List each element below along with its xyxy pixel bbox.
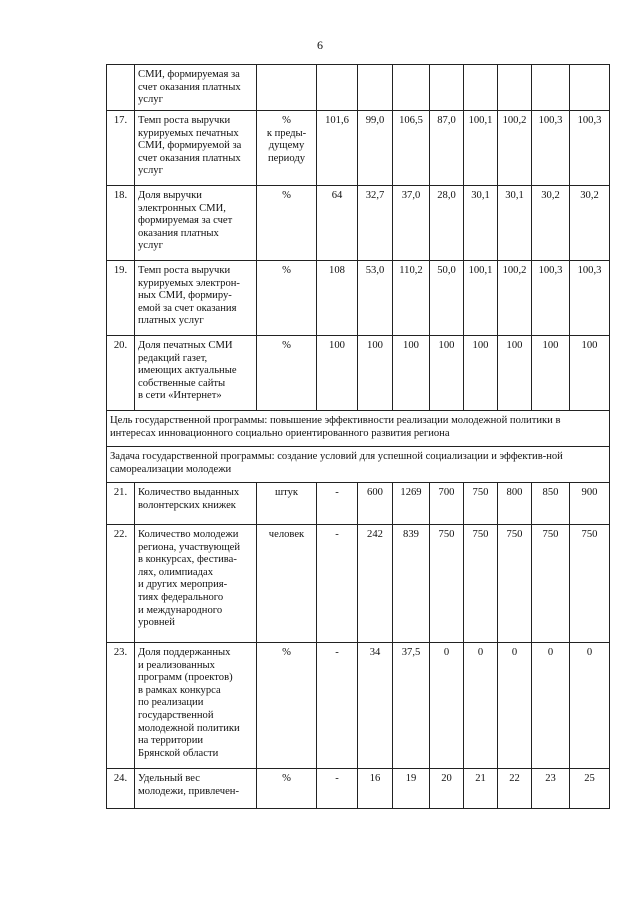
value-cell: 600 xyxy=(358,483,393,525)
value-cell: 700 xyxy=(430,483,464,525)
indicator-name: Количество молодежи региона, участвующей в конкурсах, фестива- лях, олимпиадах и других мероприя- тиях федерального и международного уровней xyxy=(135,525,257,643)
value-cell: 101,6 xyxy=(317,111,358,186)
value-cell: 108 xyxy=(317,261,358,336)
table-row xyxy=(107,769,610,809)
value-cell: 0 xyxy=(498,643,532,769)
value-cell: 110,2 xyxy=(393,261,430,336)
value-cell: 0 xyxy=(570,643,610,769)
value-cell: 100 xyxy=(430,336,464,411)
value-cell: 750 xyxy=(464,483,498,525)
value-cell: 100 xyxy=(464,336,498,411)
page-number: 6 xyxy=(317,38,323,52)
value-cell: 21 xyxy=(464,769,498,809)
value-cell xyxy=(430,65,464,111)
value-cell: 20 xyxy=(430,769,464,809)
value-cell: 16 xyxy=(358,769,393,809)
value-cell: 100 xyxy=(317,336,358,411)
value-cell: 50,0 xyxy=(430,261,464,336)
value-cell: 750 xyxy=(532,525,570,643)
value-cell xyxy=(498,65,532,111)
unit-cell: % к преды- дущему периоду xyxy=(257,111,317,186)
value-cell: 242 xyxy=(358,525,393,643)
indicator-name: Темп роста выручки курируемых печатных СМИ, формируемой за счет оказания платных услуг xyxy=(135,111,257,186)
row-number: 19. xyxy=(107,261,135,336)
value-cell: 25 xyxy=(570,769,610,809)
program-goal: Цель государственной программы: повышение эффективности реализации молодежной политики в интересах инновационного социально ориентированного развития региона xyxy=(107,411,610,447)
goal-row xyxy=(107,411,610,447)
value-cell: 850 xyxy=(532,483,570,525)
table-row xyxy=(107,186,610,261)
value-cell: - xyxy=(317,525,358,643)
row-number xyxy=(107,65,135,111)
value-cell: 106,5 xyxy=(393,111,430,186)
unit-cell: человек xyxy=(257,525,317,643)
indicator-name: Доля выручки электронных СМИ, формируемая за счет оказания платных услуг xyxy=(135,186,257,261)
value-cell xyxy=(393,65,430,111)
value-cell: 100 xyxy=(498,336,532,411)
value-cell: 100,3 xyxy=(532,261,570,336)
value-cell: 100 xyxy=(570,336,610,411)
unit-cell: % xyxy=(257,186,317,261)
value-cell: 100,2 xyxy=(498,261,532,336)
value-cell: 99,0 xyxy=(358,111,393,186)
value-cell: 0 xyxy=(430,643,464,769)
indicator-name: Темп роста выручки курируемых электрон- ных СМИ, формиру- емой за счет оказания платных услуг xyxy=(135,261,257,336)
unit-cell: % xyxy=(257,336,317,411)
value-cell xyxy=(532,65,570,111)
value-cell: 750 xyxy=(570,525,610,643)
value-cell: 100,3 xyxy=(570,111,610,186)
unit-cell: % xyxy=(257,261,317,336)
value-cell: 19 xyxy=(393,769,430,809)
table-row xyxy=(107,111,610,186)
value-cell: 839 xyxy=(393,525,430,643)
value-cell: 23 xyxy=(532,769,570,809)
value-cell: 30,2 xyxy=(532,186,570,261)
row-number: 20. xyxy=(107,336,135,411)
row-number: 23. xyxy=(107,643,135,769)
value-cell: - xyxy=(317,483,358,525)
task-row xyxy=(107,447,610,483)
value-cell xyxy=(317,65,358,111)
table-row xyxy=(107,525,610,643)
indicator-name: Доля поддержанных и реализованных программ (проектов) в рамках конкурса по реализации государственной молодежной политики на территории Брянской области xyxy=(135,643,257,769)
value-cell: 37,5 xyxy=(393,643,430,769)
unit-cell: штук xyxy=(257,483,317,525)
value-cell: 750 xyxy=(430,525,464,643)
table-row xyxy=(107,483,610,525)
indicators-table xyxy=(106,64,610,809)
value-cell: 100 xyxy=(358,336,393,411)
value-cell: 750 xyxy=(464,525,498,643)
row-number: 21. xyxy=(107,483,135,525)
table-row xyxy=(107,643,610,769)
indicator-name: СМИ, формируемая за счет оказания платных услуг xyxy=(135,65,257,111)
value-cell: 100,2 xyxy=(498,111,532,186)
unit-cell xyxy=(257,65,317,111)
value-cell: 100 xyxy=(532,336,570,411)
value-cell: 64 xyxy=(317,186,358,261)
value-cell: 53,0 xyxy=(358,261,393,336)
value-cell: 100 xyxy=(393,336,430,411)
row-number: 22. xyxy=(107,525,135,643)
table-row xyxy=(107,336,610,411)
value-cell: 32,7 xyxy=(358,186,393,261)
indicator-name: Удельный вес молодежи, привлечен- xyxy=(135,769,257,809)
value-cell: 30,1 xyxy=(498,186,532,261)
table-row xyxy=(107,261,610,336)
indicator-name: Количество выданных волонтерских книжек xyxy=(135,483,257,525)
row-number: 24. xyxy=(107,769,135,809)
value-cell: 87,0 xyxy=(430,111,464,186)
value-cell: 100,3 xyxy=(570,261,610,336)
value-cell: 28,0 xyxy=(430,186,464,261)
value-cell: 750 xyxy=(498,525,532,643)
value-cell: 100,3 xyxy=(532,111,570,186)
value-cell: 900 xyxy=(570,483,610,525)
value-cell: 0 xyxy=(464,643,498,769)
indicator-name: Доля печатных СМИ редакций газет, имеющих актуальные собственные сайты в сети «Интернет» xyxy=(135,336,257,411)
value-cell: 22 xyxy=(498,769,532,809)
value-cell: 30,2 xyxy=(570,186,610,261)
value-cell: 37,0 xyxy=(393,186,430,261)
value-cell: 0 xyxy=(532,643,570,769)
value-cell xyxy=(464,65,498,111)
value-cell: 34 xyxy=(358,643,393,769)
unit-cell: % xyxy=(257,643,317,769)
value-cell: 100,1 xyxy=(464,111,498,186)
row-number: 18. xyxy=(107,186,135,261)
value-cell: - xyxy=(317,769,358,809)
value-cell: 100,1 xyxy=(464,261,498,336)
row-number: 17. xyxy=(107,111,135,186)
program-task: Задача государственной программы: создание условий для успешной социализации и эффектив-ной самореализации молодежи xyxy=(107,447,610,483)
unit-cell: % xyxy=(257,769,317,809)
value-cell: 800 xyxy=(498,483,532,525)
value-cell xyxy=(358,65,393,111)
value-cell: - xyxy=(317,643,358,769)
value-cell: 30,1 xyxy=(464,186,498,261)
value-cell: 1269 xyxy=(393,483,430,525)
value-cell xyxy=(570,65,610,111)
table-row xyxy=(107,65,610,111)
